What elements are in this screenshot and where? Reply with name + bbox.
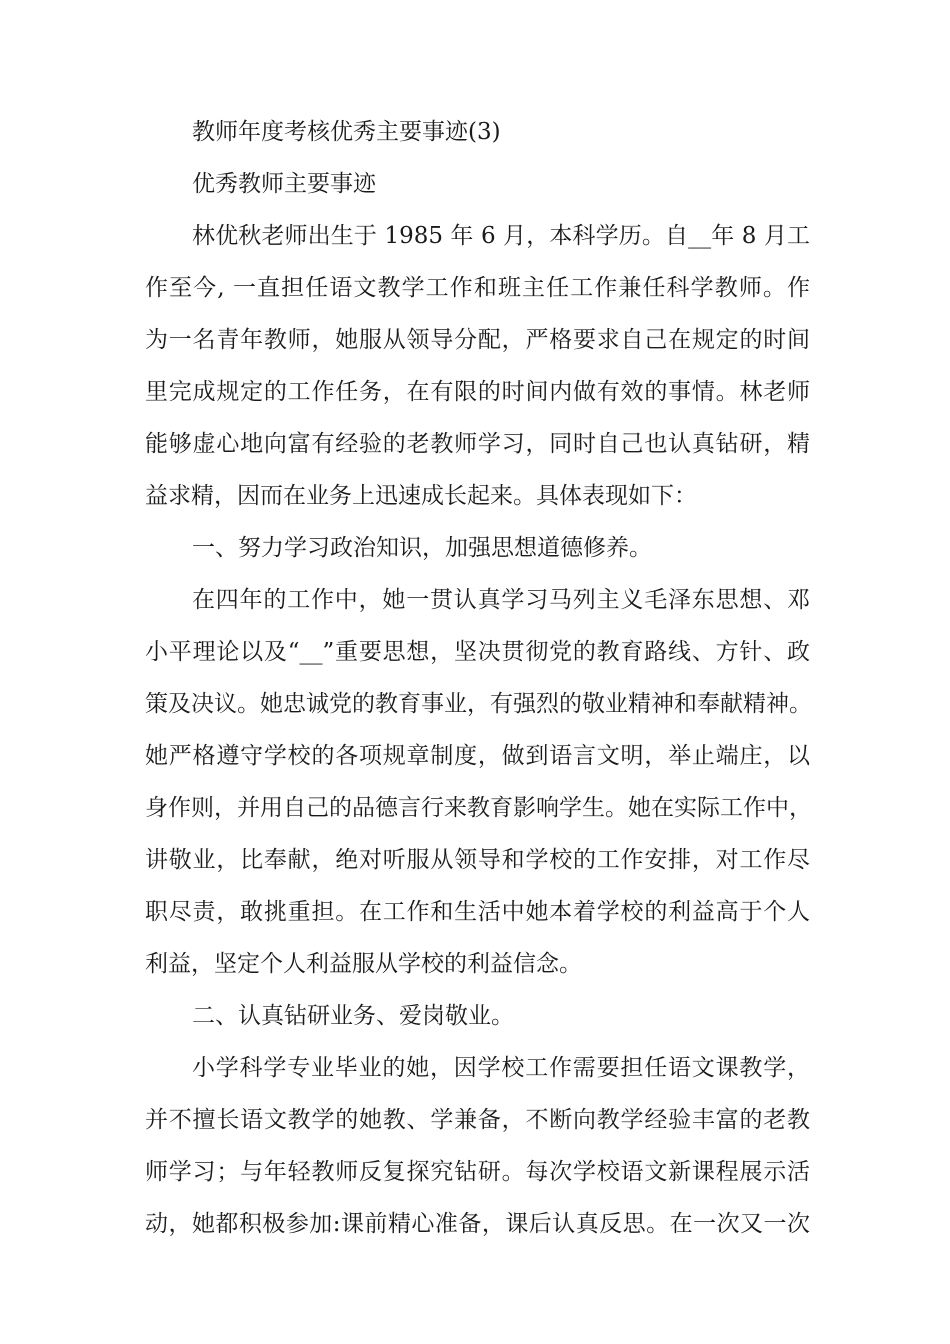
intro-line: 林优秋老师出生于 1985 年 6 月，本科学历。自__年 8 月工 — [192, 223, 810, 249]
section1-line: 职尽责，敢挑重担。在工作和生活中她本着学校的利益高于个人 — [145, 899, 810, 925]
document-body — [145, 106, 810, 1250]
section1-line: 小平理论以及“__”重要思想，坚决贯彻党的教育路线、方针、政 — [145, 639, 810, 665]
document-title: 教师年度考核优秀主要事迹(3) — [192, 119, 501, 145]
section1-line: 她严格遵守学校的各项规章制度，做到语言文明，举止端庄，以 — [145, 743, 810, 769]
section2-line: 师学习；与年轻教师反复探究钻研。每次学校语文新课程展示活 — [145, 1159, 810, 1185]
section1-line: 讲敬业，比奉献，绝对听服从领导和学校的工作安排，对工作尽 — [145, 847, 810, 873]
section-heading: 一、努力学习政治知识，加强思想道德修养。 — [192, 535, 652, 561]
section1-line: 利益，坚定个人利益服从学校的利益信念。 — [145, 951, 582, 977]
section1-line: 在四年的工作中，她一贯认真学习马列主义毛泽东思想、邓 — [192, 587, 810, 613]
intro-line: 益求精，因而在业务上迅速成长起来。具体表现如下： — [145, 483, 697, 509]
section2-line: 并不擅长语文教学的她教、学兼备，不断向教学经验丰富的老教 — [145, 1107, 810, 1133]
section1-line: 身作则，并用自己的品德言行来教育影响学生。她在实际工作中， — [145, 795, 812, 821]
section1-line: 策及决议。她忠诚党的教育事业，有强烈的敬业精神和奉献精神。 — [145, 691, 812, 717]
section-heading: 二、认真钻研业务、爱岗敬业。 — [192, 1003, 514, 1029]
intro-line: 能够虚心地向富有经验的老教师学习，同时自己也认真钻研，精 — [145, 431, 810, 457]
intro-line: 作至今, 一直担任语文教学工作和班主任工作兼任科学教师。作 — [145, 275, 810, 301]
document-subtitle: 优秀教师主要事迹 — [192, 171, 376, 197]
section2-line: 动，她都积极参加:课前精心准备，课后认真反思。在一次又一次 — [145, 1211, 810, 1237]
intro-line: 为一名青年教师，她服从领导分配，严格要求自己在规定的时间 — [145, 327, 810, 353]
intro-line: 里完成规定的工作任务，在有限的时间内做有效的事情。林老师 — [145, 379, 810, 405]
section2-line: 小学科学专业毕业的她，因学校工作需要担任语文课教学， — [192, 1055, 810, 1081]
